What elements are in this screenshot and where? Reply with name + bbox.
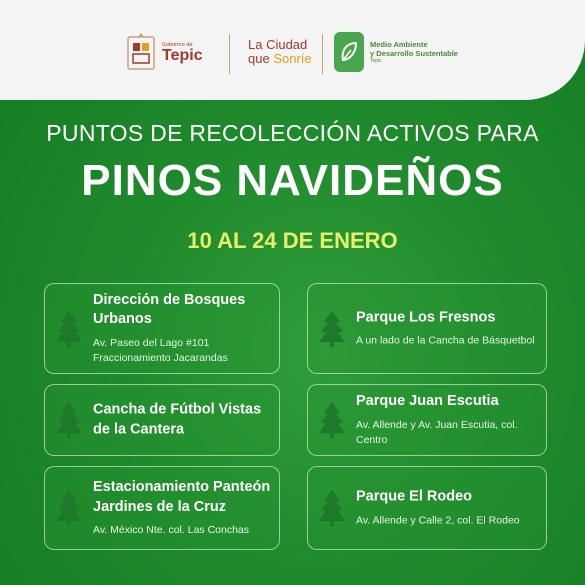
collection-point-card	[307, 283, 547, 374]
collection-point-card	[307, 466, 547, 550]
tepic-logo	[126, 33, 203, 73]
collection-point-card	[44, 283, 280, 374]
point-address: Av. Paseo del Lago #101 Fraccionamiento Jacarandas	[93, 336, 228, 365]
collection-point-card	[44, 466, 280, 550]
slogan-line2a: que	[248, 51, 274, 67]
slogan-line2b: Sonríe	[273, 51, 312, 67]
pine-tree-icon	[55, 310, 83, 348]
point-address: A un lado de la Cancha de Básquetbol	[356, 334, 535, 347]
collection-point-card	[44, 384, 280, 456]
leaf-icon	[334, 32, 364, 72]
point-name: Parque Juan Escutia	[356, 393, 499, 409]
slogan-line1: La Ciudad	[248, 37, 308, 52]
point-address: Av. México Nte. col. Las Conchas	[93, 523, 250, 536]
point-address: Av. Allende y Calle 2, col. El Rodeo	[356, 514, 520, 527]
dates-label: 10 AL 24 DE ENERO	[187, 228, 398, 253]
point-name: Cancha de Fútbol Vistas de la Cantera	[93, 401, 262, 437]
pine-tree-icon	[55, 401, 83, 439]
point-name: Dirección de Bosques Urbanos	[93, 291, 246, 328]
pine-tree-icon	[55, 489, 83, 527]
divider	[229, 34, 230, 74]
pine-tree-icon	[318, 489, 346, 527]
collection-point-card	[307, 384, 547, 456]
pine-tree-icon	[318, 401, 346, 439]
ciudad-slogan	[248, 38, 312, 67]
point-name: Estacionamiento Panteón Jardines de la Cruz	[93, 478, 271, 515]
divider	[322, 34, 323, 74]
title-line2: PINOS NAVIDEÑOS	[81, 156, 504, 205]
tepic-shield-icon	[126, 33, 156, 73]
tepic-name: Tepic	[162, 46, 203, 64]
header-bar	[0, 0, 585, 100]
tepic-small-label: Gobierno de	[162, 41, 193, 48]
point-address: Av. Allende y Av. Juan Escutia, col. Centro	[356, 418, 518, 446]
medio-ambiente-logo	[334, 32, 458, 72]
medio-line3: Tepic	[370, 58, 382, 64]
point-name: Parque El Rodeo	[356, 488, 473, 505]
point-name: Parque Los Fresnos	[356, 309, 496, 326]
title-line1: PUNTOS DE RECOLECCIÓN ACTIVOS PARA	[46, 120, 539, 146]
medio-line2: y Desarrollo Sustentable	[370, 49, 458, 58]
medio-line1: Medio Ambiente	[370, 40, 428, 49]
pine-tree-icon	[318, 310, 346, 348]
